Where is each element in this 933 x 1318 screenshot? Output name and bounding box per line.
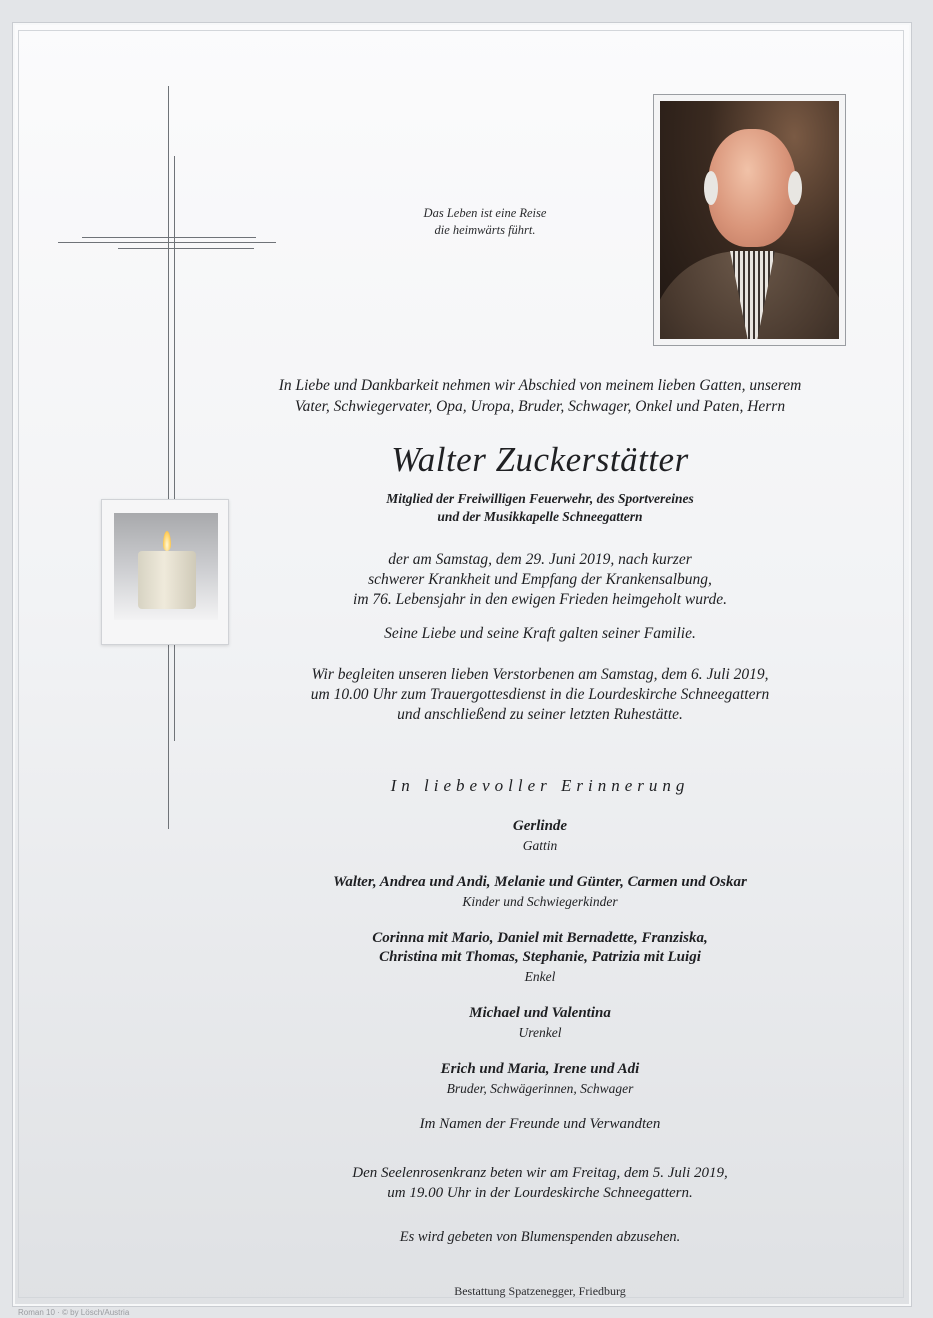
- flowers-line: Es wird gebeten von Blumenspenden abzusehen.: [399, 1229, 681, 1245]
- family-group: [160, 1004, 920, 1042]
- family-names: Michael und Valentina: [469, 1005, 611, 1021]
- rosary-line: Den Seelenrosenkranz beten wir am Freitag, dem 5. Juli 2019,: [352, 1165, 728, 1181]
- death-notice: [160, 550, 920, 610]
- death-notice-line: im 76. Lebensjahr in den ewigen Frieden heimgeholt wurde.: [353, 591, 727, 608]
- deceased-name: Walter Zuckerstätter: [391, 440, 689, 479]
- intro-text: [160, 375, 920, 417]
- love-line: Seine Liebe und seine Kraft galten seiner Familie.: [384, 625, 696, 642]
- intro-line: In Liebe und Dankbarkeit nehmen wir Abschied von meinem lieben Gatten, unserem: [278, 377, 802, 394]
- family-group: [160, 873, 920, 911]
- undertaker-name: Bestattung Spatzenegger, Friedburg: [454, 1284, 626, 1298]
- family-group: [160, 929, 920, 986]
- quote-line: die heimwärts führt.: [434, 223, 536, 237]
- funeral-info: [160, 665, 920, 725]
- memory-heading: In liebevoller Erinnerung: [390, 776, 690, 795]
- funeral-line: um 10.00 Uhr zum Trauergottesdienst in die Lourdeskirche Schneegattern: [310, 686, 770, 703]
- membership-line: und der Musikkapelle Schneegattern: [437, 509, 643, 524]
- family-relation: Bruder, Schwägerinnen, Schwager: [446, 1081, 634, 1096]
- family-group: [160, 1060, 920, 1098]
- family-relation: Urenkel: [518, 1025, 562, 1040]
- portrait-photo: [660, 101, 839, 339]
- family-relation: Enkel: [524, 969, 556, 984]
- quote: [380, 205, 590, 239]
- rosary-line: um 19.00 Uhr in der Lourdeskirche Schneegattern.: [387, 1185, 693, 1201]
- family-names: Christina mit Thomas, Stephanie, Patrizia mit Luigi: [379, 949, 701, 965]
- family-names: Gerlinde: [512, 818, 568, 834]
- intro-line: Vater, Schwiegervater, Opa, Uropa, Bruder, Schwager, Onkel und Paten, Herrn: [294, 398, 786, 415]
- family-relation: Kinder und Schwiegerkinder: [462, 894, 618, 909]
- funeral-line: Wir begleiten unseren lieben Verstorbenen am Samstag, dem 6. Juli 2019,: [311, 666, 769, 683]
- rosary-info: [160, 1163, 920, 1203]
- family-names: Erich und Maria, Irene und Adi: [440, 1061, 640, 1077]
- friends-line: Im Namen der Freunde und Verwandten: [419, 1116, 661, 1132]
- membership-line: Mitglied der Freiwilligen Feuerwehr, des Sportvereines: [386, 491, 694, 506]
- family-group: [160, 817, 920, 855]
- death-notice-line: der am Samstag, dem 29. Juni 2019, nach kurzer: [388, 551, 692, 568]
- death-notice-line: schwerer Krankheit und Empfang der Krankensalbung,: [368, 571, 712, 588]
- membership-text: [160, 490, 920, 526]
- funeral-line: und anschließend zu seiner letzten Ruhestätte.: [397, 706, 683, 723]
- footer-imprint: Roman 10 · © by Lösch/Austria: [18, 1308, 130, 1317]
- family-names: Walter, Andrea und Andi, Melanie und Günter, Carmen und Oskar: [333, 874, 747, 890]
- family-relation: Gattin: [522, 838, 558, 853]
- family-names: Corinna mit Mario, Daniel mit Bernadette, Franziska,: [372, 930, 708, 946]
- portrait-frame: [653, 94, 846, 346]
- quote-line: Das Leben ist eine Reise: [423, 206, 547, 220]
